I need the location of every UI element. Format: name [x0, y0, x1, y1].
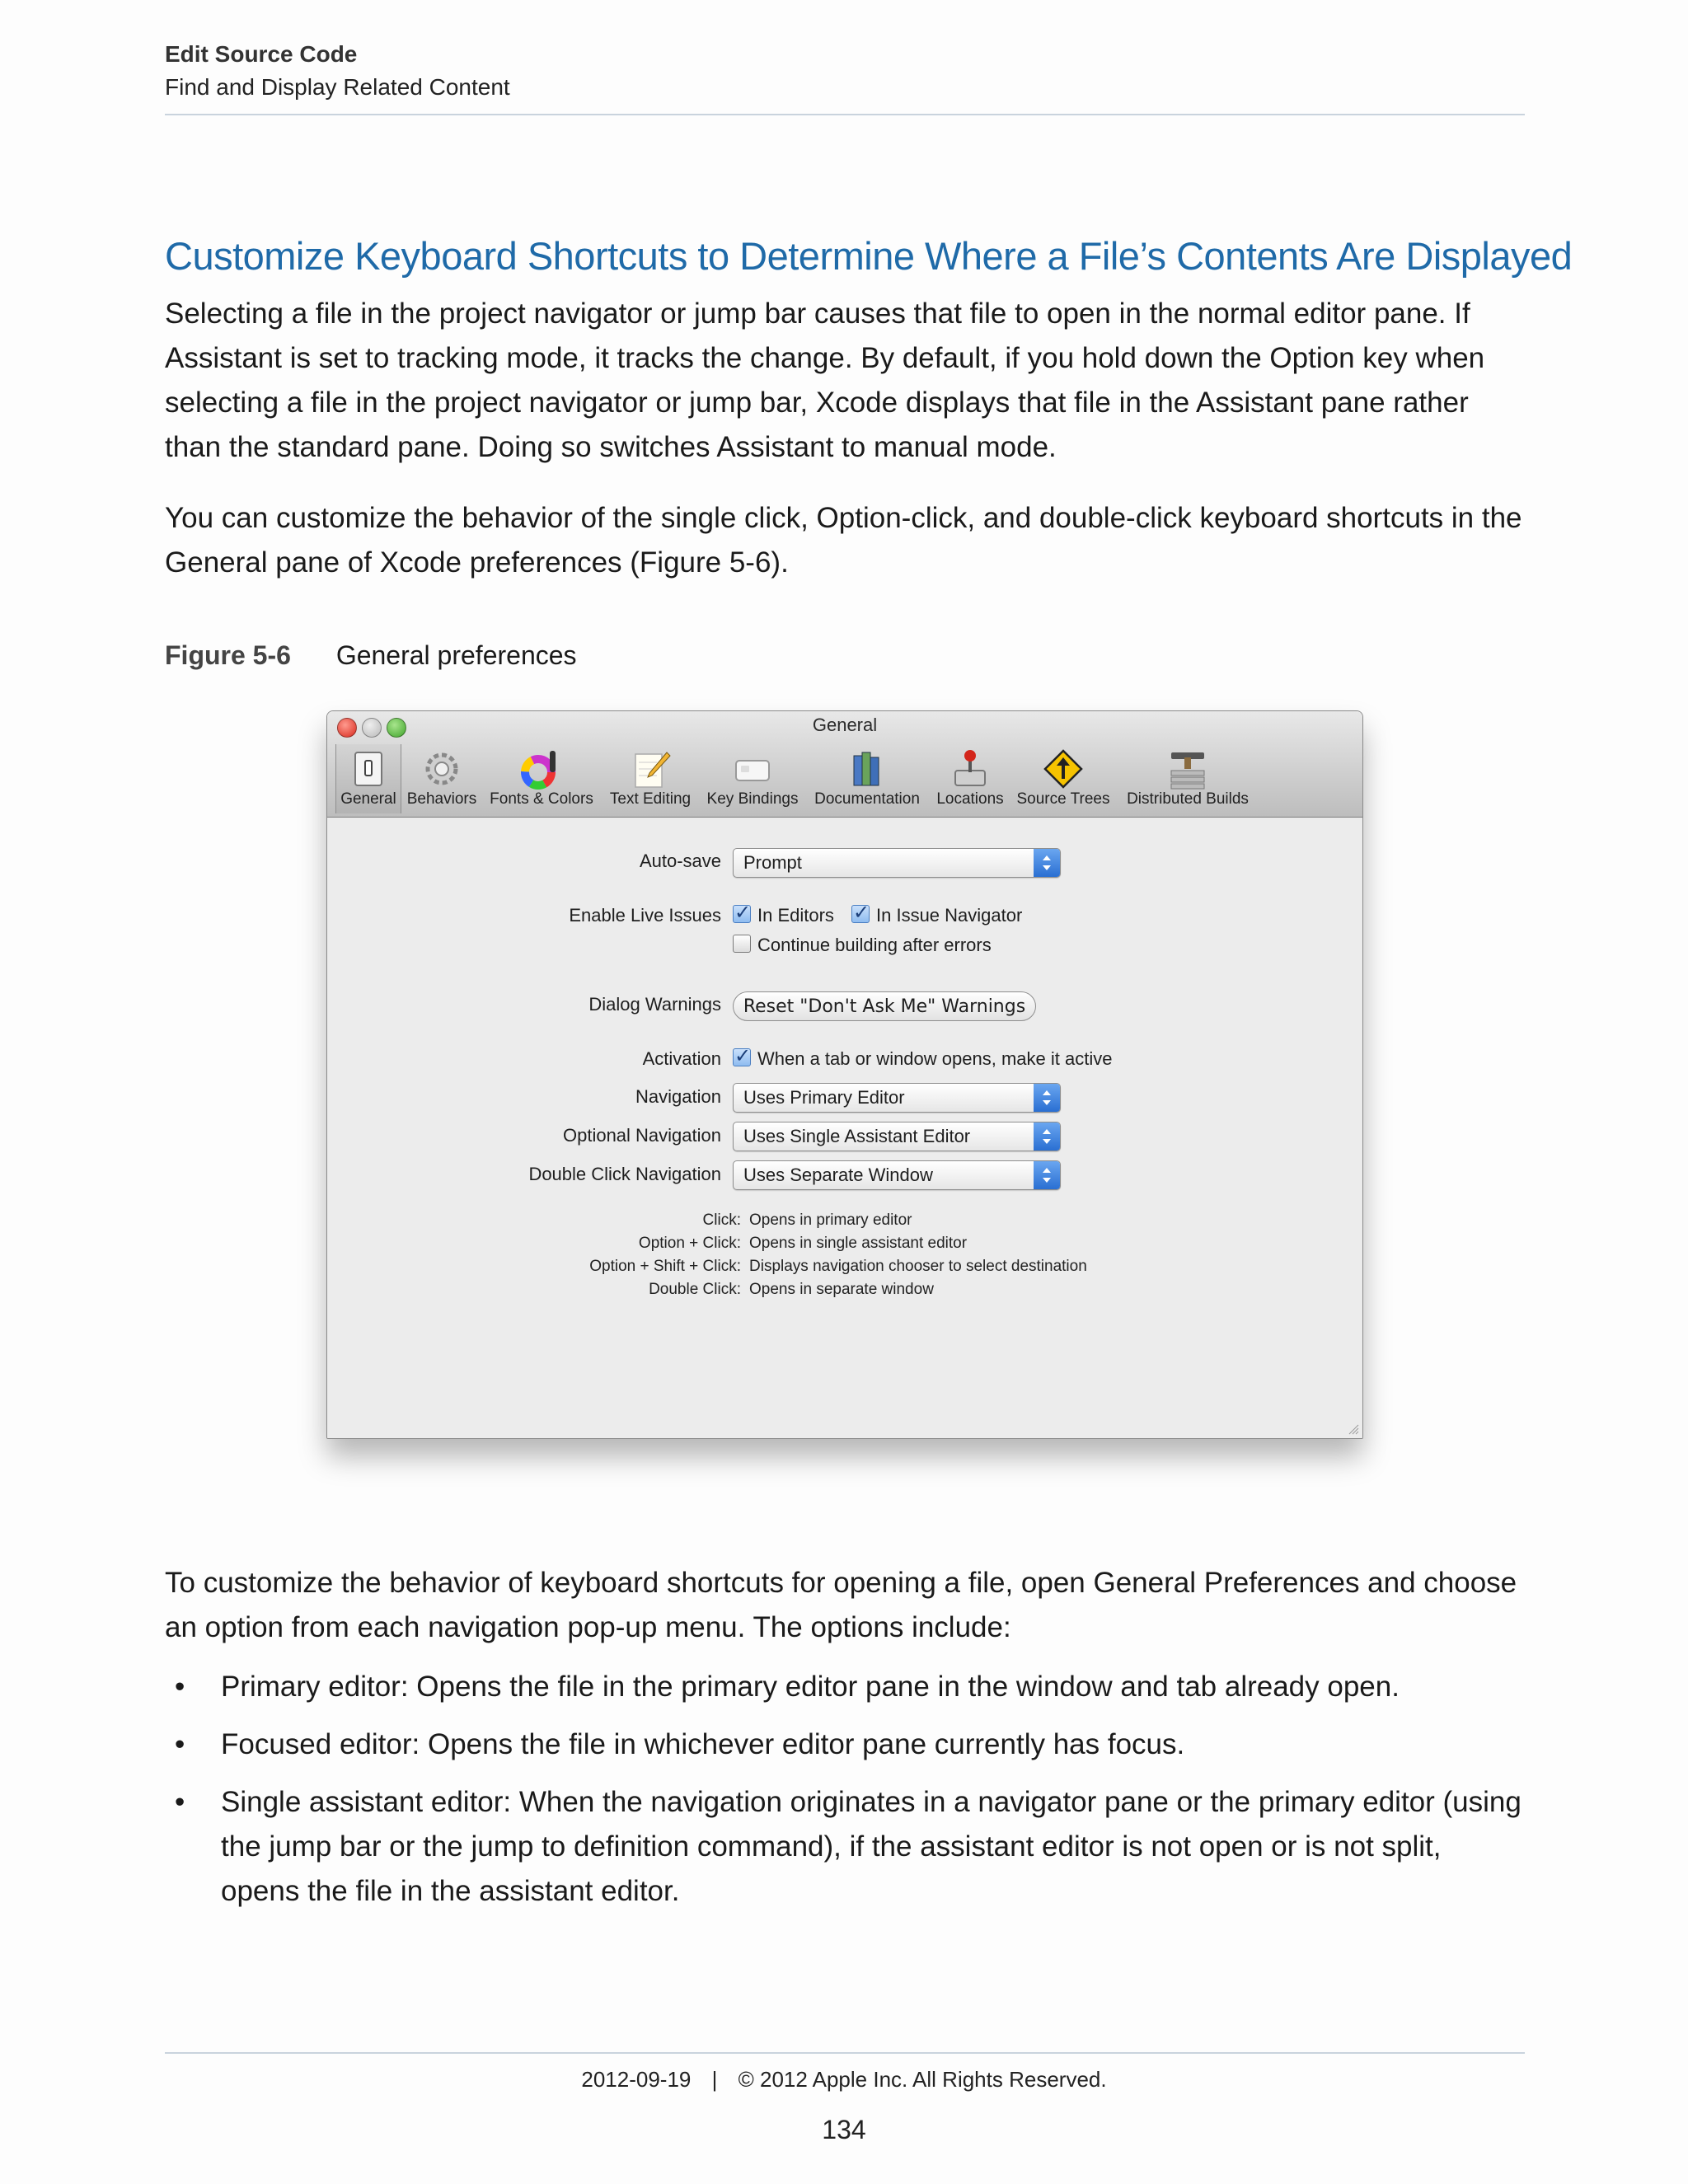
summary-row	[327, 1212, 1362, 1235]
navigation-popup[interactable]	[733, 1083, 1061, 1113]
activation-option-label: When a tab or window opens, make it active	[757, 1048, 1113, 1069]
summary-key: Double Click:	[649, 1281, 741, 1298]
summary-value: Opens in primary editor	[749, 1212, 912, 1229]
toolbar-label-key-bindings: Key Bindings	[706, 790, 799, 808]
bullet-glyph: •	[175, 1728, 185, 1760]
optional-navigation-value: Uses Single Assistant Editor	[743, 1126, 971, 1146]
bullet-glyph: •	[175, 1671, 185, 1703]
in-issue-navigator-label: In Issue Navigator	[876, 905, 1023, 926]
toolbar-item-text-editing[interactable]	[601, 744, 700, 813]
running-head	[165, 38, 510, 104]
switch-icon	[347, 748, 390, 790]
preferences-toolbar	[327, 711, 1362, 818]
popup-arrows-icon	[1034, 1122, 1060, 1151]
reset-warnings-button[interactable]: Reset "Don't Ask Me" Warnings	[733, 991, 1036, 1021]
summary-key: Option + Shift + Click:	[589, 1258, 741, 1275]
summary-value: Opens in separate window	[749, 1281, 934, 1298]
summary-value: Opens in single assistant editor	[749, 1235, 968, 1252]
summary-row	[327, 1281, 1362, 1304]
auto-save-popup[interactable]	[733, 848, 1061, 878]
toolbar-label-behaviors: Behaviors	[406, 790, 477, 808]
popup-arrows-icon	[1034, 849, 1060, 877]
popup-arrows-icon	[1034, 1084, 1060, 1112]
continue-building-label: Continue building after errors	[757, 935, 992, 955]
resize-grip-icon[interactable]	[1348, 1423, 1359, 1435]
footer-divider	[165, 2052, 1525, 2054]
body-paragraph-1: Selecting a file in the project navigator or jump bar causes that file to open in the normal editor pane. If Assistant is set to tracking mode, it tracks the change. By default, if you hold down the Option key when selecting a file in the project navigator or jump bar, Xcode displays that file in the Assistant pane rather than the standard pane. Doing so switches Assistant to manual mode.	[165, 298, 1485, 463]
summary-row	[327, 1258, 1362, 1281]
footer	[0, 2067, 1688, 2093]
toolbar-label-source-trees: Source Trees	[1016, 790, 1110, 808]
footer-copyright: © 2012 Apple Inc. All Rights Reserved.	[738, 2067, 1107, 2092]
gear-icon	[420, 748, 463, 790]
section-subtitle: Find and Display Related Content	[165, 74, 510, 100]
checkmark-icon: ✓	[734, 1045, 752, 1067]
list-item	[165, 1665, 1525, 1709]
list-item	[165, 1780, 1525, 1914]
toolbar-item-general[interactable]	[335, 744, 401, 813]
chapter-title: Edit Source Code	[165, 41, 358, 67]
hammer-server-icon	[1166, 748, 1209, 790]
list-item-text: Focused editor: Opens the file in whichever editor pane currently has focus.	[221, 1728, 1185, 1760]
activation-label: Activation	[642, 1048, 721, 1069]
summary-key: Option + Click:	[638, 1235, 741, 1252]
toolbar-label-locations: Locations	[936, 790, 1004, 808]
footer-date: 2012-09-19	[581, 2067, 692, 2092]
in-issue-navigator-checkbox[interactable]	[851, 902, 870, 924]
checkmark-icon: ✓	[734, 902, 752, 924]
auto-save-label: Auto-save	[639, 851, 721, 871]
toolbar-label-text-editing: Text Editing	[609, 790, 692, 808]
body-paragraph-2: You can customize the behavior of the single click, Option-click, and double-click keyboard shortcuts in the General pane of Xcode preferences (Figure 5-6).	[165, 502, 1522, 579]
figure-caption	[165, 636, 577, 674]
in-editors-label: In Editors	[757, 905, 834, 926]
dialog-warnings-label: Dialog Warnings	[588, 994, 721, 1015]
preferences-window	[326, 710, 1363, 1439]
double-click-navigation-value: Uses Separate Window	[743, 1165, 933, 1185]
optional-navigation-label: Optional Navigation	[562, 1125, 721, 1146]
toolbar-item-distributed-builds[interactable]	[1117, 744, 1259, 813]
toolbar-item-fonts-colors[interactable]	[484, 744, 599, 813]
toolbar-item-key-bindings[interactable]	[701, 744, 804, 813]
toolbar-item-behaviors[interactable]	[401, 744, 482, 813]
double-click-navigation-popup[interactable]	[733, 1160, 1061, 1190]
navigation-value: Uses Primary Editor	[743, 1087, 905, 1108]
double-click-navigation-label: Double Click Navigation	[528, 1164, 721, 1184]
toolbar-item-documentation[interactable]	[805, 744, 929, 813]
continue-building-checkbox[interactable]	[733, 935, 751, 953]
checkmark-icon: ✓	[853, 902, 870, 924]
popup-arrows-icon	[1034, 1161, 1060, 1189]
drive-joystick-icon	[949, 748, 992, 790]
list-item	[165, 1722, 1525, 1767]
books-icon	[846, 748, 889, 790]
keyboard-key-icon	[731, 748, 774, 790]
summary-key: Click:	[702, 1212, 741, 1229]
figure-number: Figure 5-6	[165, 640, 291, 670]
auto-save-value: Prompt	[743, 852, 802, 873]
activation-checkbox[interactable]	[733, 1045, 752, 1067]
live-issues-label: Enable Live Issues	[569, 905, 721, 926]
window-title: General	[812, 715, 878, 735]
color-wheel-icon	[520, 748, 563, 790]
list-item-text: Primary editor: Opens the file in the primary editor pane in the window and tab already open.	[221, 1671, 1400, 1703]
footer-separator: |	[711, 2067, 718, 2092]
toolbar-label-fonts-colors: Fonts & Colors	[490, 790, 593, 808]
summary-value: Displays navigation chooser to select destination	[749, 1258, 1087, 1275]
body-paragraph-3: To customize the behavior of keyboard shortcuts for opening a file, open General Preferences and choose an option from each navigation pop-up menu. The options include:	[165, 1567, 1517, 1643]
toolbar-item-source-trees[interactable]	[1011, 744, 1115, 813]
pencil-paper-icon	[629, 748, 672, 790]
navigation-label: Navigation	[635, 1086, 721, 1107]
general-preferences-pane	[327, 818, 1362, 1438]
options-list	[165, 1665, 1525, 1927]
in-editors-checkbox[interactable]	[733, 902, 752, 924]
toolbar-label-general: General	[340, 790, 396, 808]
summary-row	[327, 1235, 1362, 1258]
list-item-text: Single assistant editor: When the navigation originates in a navigator pane or the primary editor (using the jump bar or the jump to definition command), if the assistant editor is not open or is not split, opens the file in the assistant editor.	[221, 1786, 1522, 1907]
header-divider	[165, 114, 1525, 115]
section-title: Customize Keyboard Shortcuts to Determine Where a File’s Contents Are Displayed	[165, 234, 1573, 278]
toolbar-label-distributed-builds: Distributed Builds	[1127, 790, 1249, 808]
optional-navigation-popup[interactable]	[733, 1122, 1061, 1151]
page-number: 134	[822, 2115, 866, 2144]
toolbar-item-locations[interactable]	[931, 744, 1010, 813]
toolbar-label-documentation: Documentation	[814, 790, 920, 808]
figure-caption-text: General preferences	[335, 640, 577, 670]
caution-sign-icon	[1042, 748, 1085, 790]
bullet-glyph: •	[175, 1786, 185, 1818]
